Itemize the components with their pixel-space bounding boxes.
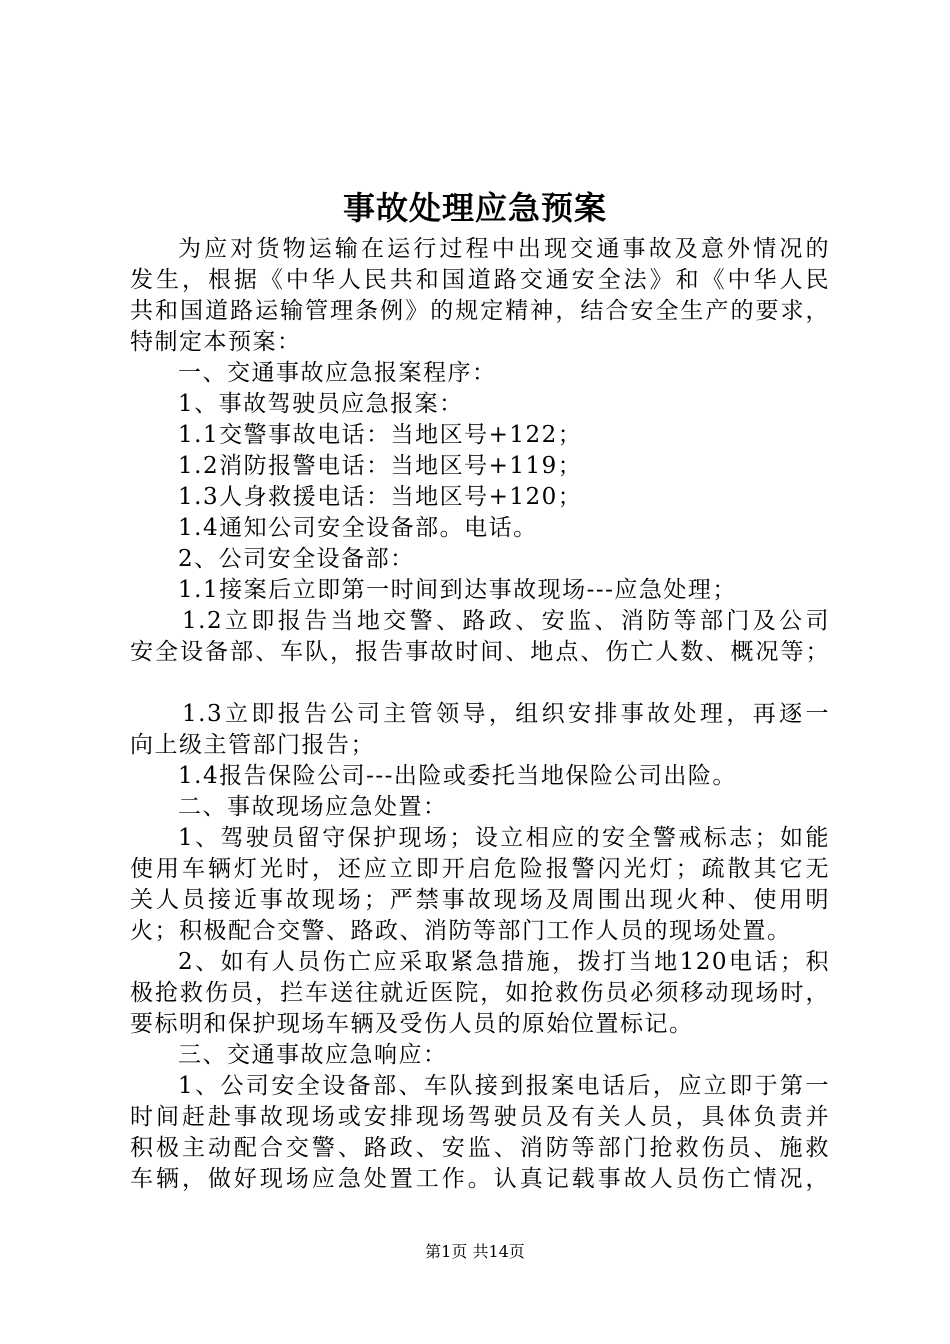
paragraph-line: 要标明和保护现场车辆及受伤人员的原始位置标记。 xyxy=(130,1011,694,1037)
paragraph-line: 特制定本预案： xyxy=(130,329,302,355)
paragraph-line: 共和国道路运输管理条例》的规定精神，结合安全生产的要求， xyxy=(130,298,830,324)
paragraph-line: 火；积极配合交警、路政、消防等部门工作人员的现场处置。 xyxy=(130,918,792,944)
paragraph-line: 1、公司安全设备部、车队接到报案电话后，应立即于第一 xyxy=(178,1073,830,1099)
page-footer: 第1页 共14页 xyxy=(425,1242,525,1261)
paragraph-line: 极抢救伤员，拦车送往就近医院，如抢救伤员必须移动现场时， xyxy=(130,980,830,1006)
paragraph-line: 积极主动配合交警、路政、安监、消防等部门抢救伤员、施救 xyxy=(130,1135,830,1161)
list-item: 1.1交警事故电话：当地区号+122； xyxy=(178,422,583,448)
section-heading: 一、交通事故应急报案程序： xyxy=(178,360,497,386)
list-item-continuation: 向上级主管部门报告； xyxy=(130,732,375,758)
paragraph-line: 1、驾驶员留守保护现场；设立相应的安全警戒标志；如能 xyxy=(178,825,830,851)
list-item: 1.2消防报警电话：当地区号+119； xyxy=(178,453,583,479)
list-item: 1.3人身救援电话：当地区号+120； xyxy=(178,484,583,510)
paragraph-line: 使用车辆灯光时，还应立即开启危险报警闪光灯；疏散其它无 xyxy=(130,856,830,882)
list-item: 1.4报告保险公司---出险或委托当地保险公司出险。 xyxy=(178,763,737,789)
list-item: 1.4通知公司安全设备部。电话。 xyxy=(178,515,538,541)
list-item: 1.3立即报告公司主管领导，组织安排事故处理，再逐一 xyxy=(182,701,830,727)
section-heading: 三、交通事故应急响应： xyxy=(178,1042,448,1068)
section-heading: 二、事故现场应急处置： xyxy=(178,794,448,820)
subsection-heading: 2、公司安全设备部： xyxy=(178,546,415,572)
paragraph-line: 时间赶赴事故现场或安排现场驾驶员及有关人员，具体负责并 xyxy=(130,1104,830,1130)
paragraph-line: 2、如有人员伤亡应采取紧急措施，拨打当地120电话；积 xyxy=(178,949,830,975)
subsection-heading: 1、事故驾驶员应急报案： xyxy=(178,391,464,417)
list-item: 1.2立即报告当地交警、路政、安监、消防等部门及公司 xyxy=(182,608,830,634)
paragraph-line: 为应对货物运输在运行过程中出现交通事故及意外情况的 xyxy=(178,236,830,262)
list-item: 1.1接案后立即第一时间到达事故现场---应急处理； xyxy=(178,577,737,603)
document-body xyxy=(130,234,830,1195)
paragraph-line: 关人员接近事故现场；严禁事故现场及周围出现火种、使用明 xyxy=(130,887,830,913)
paragraph-line: 车辆，做好现场应急处置工作。认真记载事故人员伤亡情况， xyxy=(130,1166,830,1192)
list-item-continuation: 安全设备部、车队，报告事故时间、地点、伤亡人数、概况等； xyxy=(130,639,830,665)
document-title: 事故处理应急预案 xyxy=(342,189,607,227)
paragraph-line: 发生，根据《中华人民共和国道路交通安全法》和《中华人民 xyxy=(130,267,830,293)
blank-line xyxy=(130,668,830,699)
